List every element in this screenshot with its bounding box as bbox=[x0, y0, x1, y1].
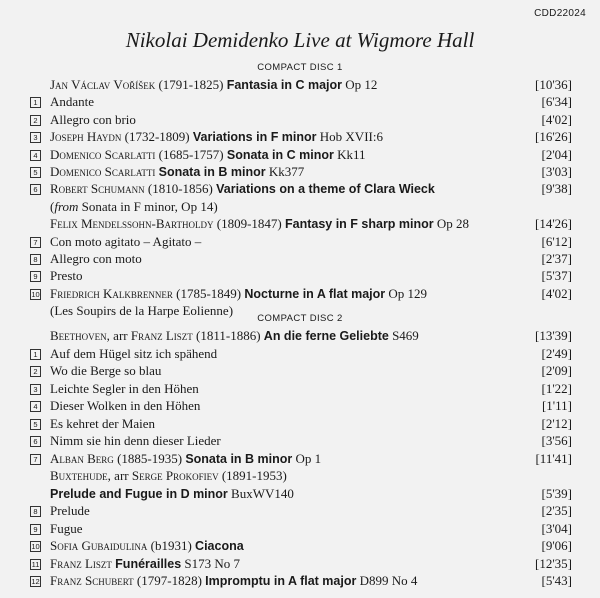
track-duration: [2'37] bbox=[541, 251, 572, 266]
composer-dates: (1891-1953) bbox=[221, 468, 287, 483]
catalog-ref: S469 bbox=[392, 328, 419, 343]
track-duration: [5'43] bbox=[541, 573, 572, 588]
composer-dates: (1810-1856) bbox=[147, 181, 213, 197]
track-text bbox=[50, 555, 240, 573]
movement-title: Fugue bbox=[50, 520, 83, 536]
track-line bbox=[0, 467, 600, 485]
track-text bbox=[50, 520, 83, 538]
track-duration: [6'12] bbox=[541, 233, 572, 249]
track-text bbox=[50, 345, 217, 363]
track-number-box: 3 bbox=[30, 132, 41, 143]
composer-name: Franz Schubert bbox=[50, 573, 134, 588]
track-number-box: 9 bbox=[30, 524, 41, 535]
track-number-box: 4 bbox=[30, 150, 41, 161]
track-text bbox=[50, 485, 294, 503]
track-text bbox=[50, 415, 155, 433]
catalog-ref: Op 129 bbox=[388, 285, 428, 301]
track-number-box: 7 bbox=[30, 454, 41, 465]
track-line bbox=[0, 128, 600, 146]
arranger-prefix: arr bbox=[114, 468, 129, 483]
track-text bbox=[50, 285, 427, 303]
track-text bbox=[50, 380, 199, 398]
composer-dates: (1732-1809) bbox=[124, 129, 190, 145]
movement-title: Es kehret der Maien bbox=[50, 415, 156, 431]
track-duration: [5'39] bbox=[541, 485, 572, 501]
album-title: Nikolai Demidenko Live at Wigmore Hall bbox=[125, 28, 475, 52]
composer-dates: (1685-1757) bbox=[158, 146, 224, 162]
track-number-box: 6 bbox=[30, 184, 41, 195]
track-text bbox=[50, 432, 221, 450]
work-title: Ciacona bbox=[195, 539, 244, 553]
track-text bbox=[50, 502, 90, 520]
track-text bbox=[50, 76, 377, 94]
track-line bbox=[0, 146, 600, 164]
track-number-box: 4 bbox=[30, 401, 41, 412]
track-line bbox=[0, 380, 600, 398]
track-line bbox=[0, 432, 600, 450]
movement-title: Allegro con moto bbox=[50, 251, 142, 266]
catalog-ref: D899 No 4 bbox=[359, 573, 418, 588]
composer-name: Domenico Scarlatti bbox=[50, 146, 156, 162]
arranger-name: Serge Prokofiev bbox=[131, 468, 219, 483]
track-duration: [1'22] bbox=[541, 380, 572, 396]
work-title: Fantasy in F sharp minor bbox=[285, 217, 434, 232]
track-line bbox=[0, 450, 600, 468]
track-text bbox=[50, 537, 244, 555]
track-line bbox=[0, 163, 600, 181]
catalog-ref: S173 No 7 bbox=[184, 555, 241, 571]
track-duration: [9'38] bbox=[541, 181, 572, 197]
track-number-box: 5 bbox=[30, 419, 41, 430]
track-duration: [4'02] bbox=[541, 285, 572, 301]
disc2-heading: COMPACT DISC 2 bbox=[257, 313, 343, 324]
catalog-ref: Op 1 bbox=[295, 450, 322, 466]
track-line bbox=[0, 250, 600, 268]
work-title: Fantasia in C major bbox=[226, 78, 343, 92]
track-text bbox=[50, 163, 304, 181]
track-number-box: 1 bbox=[30, 349, 41, 360]
italic-word: from bbox=[54, 198, 79, 214]
composer-dates: (1797-1828) bbox=[136, 573, 202, 588]
composer-dates: (1785-1849) bbox=[176, 285, 242, 301]
track-text bbox=[50, 572, 417, 590]
track-line bbox=[0, 537, 600, 555]
composer-dates: (1811-1886) bbox=[196, 328, 261, 343]
movement-title: Allegro con brio bbox=[50, 111, 136, 127]
track-text bbox=[50, 111, 136, 129]
track-duration: [2'49] bbox=[541, 345, 572, 361]
track-text bbox=[50, 467, 287, 485]
movement-title: Nimm sie hin denn dieser Lieder bbox=[50, 433, 221, 448]
track-line bbox=[0, 198, 600, 216]
work-title: An die ferne Geliebte bbox=[263, 329, 389, 343]
movement-title: Auf dem Hügel sitz ich spähend bbox=[50, 345, 218, 361]
track-line bbox=[0, 111, 600, 129]
arranger-prefix: arr bbox=[113, 328, 128, 343]
composer-name: Jan Václav Voříšek bbox=[50, 77, 156, 92]
track-line bbox=[0, 555, 600, 573]
track-duration: [14'26] bbox=[534, 216, 572, 232]
work-title: Variations in F minor bbox=[192, 130, 317, 145]
track-text bbox=[50, 267, 83, 285]
track-line bbox=[0, 572, 600, 590]
catalog-ref: BuxWV140 bbox=[231, 485, 294, 501]
track-number-box: 8 bbox=[30, 254, 41, 265]
track-number-box: 2 bbox=[30, 366, 41, 377]
track-line bbox=[0, 93, 600, 111]
track-duration: [6'34] bbox=[541, 94, 572, 110]
track-number-box: 9 bbox=[30, 271, 41, 282]
track-duration: [13'39] bbox=[534, 328, 572, 343]
track-text bbox=[50, 250, 142, 268]
track-duration: [11'41] bbox=[535, 450, 572, 466]
track-text bbox=[50, 327, 419, 345]
track-duration: [1'11] bbox=[541, 398, 572, 413]
movement-title: Leichte Segler in den Höhen bbox=[50, 380, 199, 396]
movement-title: Presto bbox=[50, 268, 83, 284]
track-line bbox=[0, 502, 600, 520]
composer-name: Franz Liszt bbox=[50, 555, 112, 571]
track-line bbox=[0, 267, 600, 285]
track-line bbox=[0, 285, 600, 303]
catalog-number: CDD22024 bbox=[534, 8, 586, 19]
track-text bbox=[50, 93, 94, 111]
track-line bbox=[0, 233, 600, 251]
composer-name: Felix Mendelssohn-Bartholdy bbox=[50, 216, 214, 232]
track-number-box: 3 bbox=[30, 384, 41, 395]
track-duration: [10'36] bbox=[534, 77, 572, 92]
movement-title: Sonata in F minor, Op 14) bbox=[81, 198, 218, 214]
movement-title: Prelude bbox=[50, 503, 90, 518]
composer-dates: (1885-1935) bbox=[117, 450, 183, 466]
paren-open: ( bbox=[50, 198, 55, 214]
track-text bbox=[50, 450, 321, 468]
catalog-ref: Op 12 bbox=[345, 77, 378, 92]
track-duration: [3'56] bbox=[541, 433, 572, 448]
work-title: Sonata in B minor bbox=[158, 165, 266, 179]
track-text bbox=[50, 215, 469, 233]
track-number-box: 7 bbox=[30, 237, 41, 248]
track-line bbox=[0, 345, 600, 363]
work-title: Sonata in C minor bbox=[226, 147, 334, 162]
track-text bbox=[50, 362, 161, 380]
composer-name: Sofia Gubaidulina bbox=[50, 538, 148, 553]
work-title: Sonata in B minor bbox=[185, 451, 293, 466]
track-text bbox=[50, 233, 201, 251]
composer-name: Joseph Haydn bbox=[50, 129, 122, 145]
composer-name: Buxtehude, bbox=[50, 468, 111, 483]
track-number-box: 6 bbox=[30, 436, 41, 447]
arranger-name: Franz Liszt bbox=[130, 328, 193, 343]
track-text bbox=[50, 198, 218, 216]
track-duration: [4'02] bbox=[541, 111, 572, 127]
catalog-ref: Kk11 bbox=[337, 146, 366, 162]
track-number-box: 10 bbox=[31, 542, 40, 551]
composer-name: Robert Schumann bbox=[50, 181, 145, 197]
work-title: Variations on a theme of Clara Wieck bbox=[216, 182, 435, 197]
track-number-box: 10 bbox=[31, 289, 40, 299]
track-duration: [3'03] bbox=[541, 164, 572, 179]
work-title: Funérailles bbox=[115, 556, 182, 571]
track-duration: [9'06] bbox=[541, 538, 572, 553]
track-duration: [2'35] bbox=[541, 503, 572, 518]
catalog-ref: Kk377 bbox=[268, 164, 305, 179]
catalog-ref: Hob XVII:6 bbox=[319, 129, 383, 145]
track-line bbox=[0, 180, 600, 198]
track-line bbox=[0, 76, 600, 94]
track-number-box: 8 bbox=[30, 506, 41, 517]
track-number-box: 12 bbox=[31, 577, 40, 586]
track-text bbox=[50, 397, 200, 415]
composer-dates: (1791-1825) bbox=[158, 77, 224, 92]
movement-title: Wo die Berge so blau bbox=[50, 363, 162, 378]
track-text bbox=[50, 128, 383, 146]
track-duration: [16'26] bbox=[534, 129, 572, 145]
disc1-heading: COMPACT DISC 1 bbox=[257, 62, 343, 73]
track-line bbox=[0, 415, 600, 433]
composer-name: Alban Berg bbox=[50, 450, 114, 466]
track-duration: [5'37] bbox=[541, 268, 572, 284]
work-title: Prelude and Fugue in D minor bbox=[50, 486, 228, 501]
track-text bbox=[50, 180, 435, 198]
track-number-box: 5 bbox=[30, 167, 41, 178]
track-number-box: 2 bbox=[30, 115, 41, 126]
track-duration: [3'04] bbox=[541, 520, 572, 536]
track-duration: [2'04] bbox=[541, 146, 572, 162]
composer-name: Domenico Scarlatti bbox=[50, 164, 156, 179]
track-number-box: 11 bbox=[31, 559, 40, 569]
catalog-ref: Op 28 bbox=[436, 216, 470, 232]
track-duration: [2'12] bbox=[541, 415, 572, 431]
track-number-box: 1 bbox=[30, 97, 41, 108]
track-line bbox=[0, 485, 600, 503]
track-duration: [2'09] bbox=[541, 363, 572, 378]
work-title: Impromptu in A flat major bbox=[205, 574, 357, 588]
composer-name: Beethoven, bbox=[50, 328, 110, 343]
track-line bbox=[0, 215, 600, 233]
movement-title: (Les Soupirs de la Harpe Eolienne) bbox=[50, 303, 234, 319]
work-title: Nocturne in A flat major bbox=[244, 286, 386, 301]
track-text bbox=[50, 146, 365, 164]
composer-dates: (1809-1847) bbox=[216, 216, 282, 232]
movement-title: Andante bbox=[50, 94, 95, 110]
track-line bbox=[0, 397, 600, 415]
movement-title: Dieser Wolken in den Höhen bbox=[50, 398, 201, 413]
track-duration: [12'35] bbox=[534, 555, 572, 571]
track-line bbox=[0, 327, 600, 345]
movement-title: Con moto agitato – Agitato – bbox=[50, 233, 202, 249]
composer-name: Friedrich Kalkbrenner bbox=[50, 285, 173, 301]
track-line bbox=[0, 362, 600, 380]
composer-dates: (b1931) bbox=[150, 538, 192, 553]
track-line bbox=[0, 520, 600, 538]
